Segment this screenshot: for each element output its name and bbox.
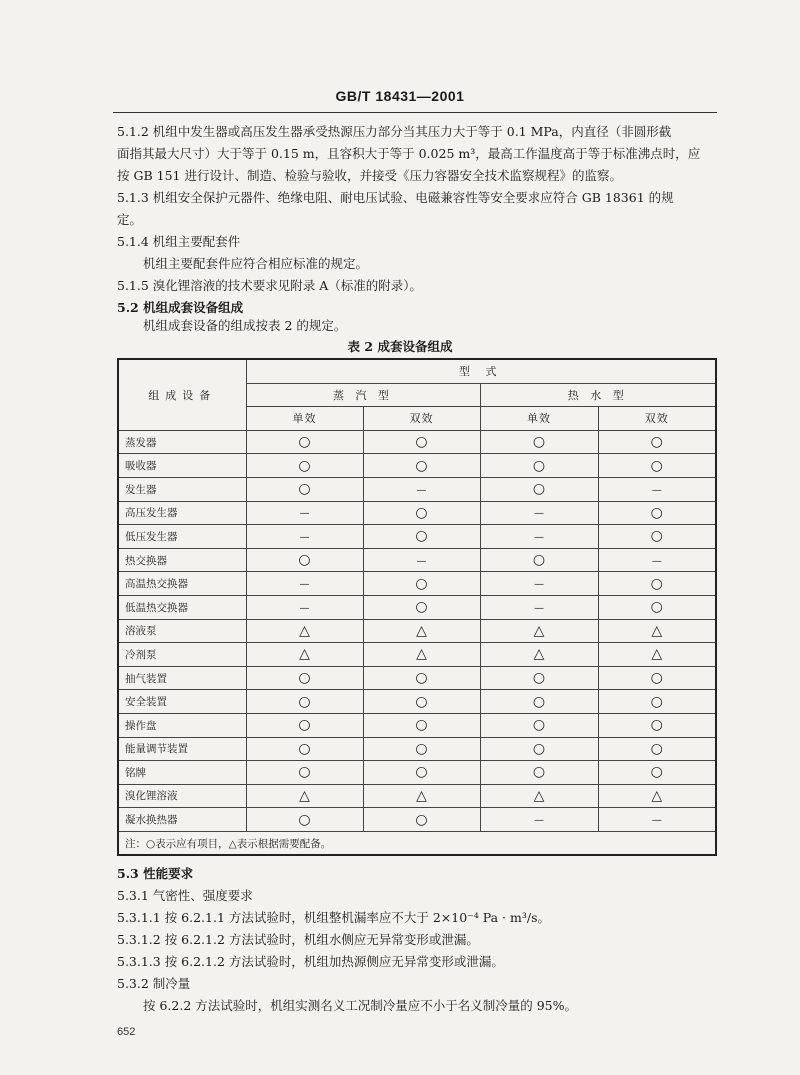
required-mark: ○ [298,693,311,710]
row-mark-cell [598,713,716,737]
required-mark: ○ [650,670,663,687]
required-mark: ○ [650,764,663,781]
row-mark-cell [480,761,598,785]
row-equipment-name: 发生器 [118,477,246,501]
row-mark-cell [246,713,363,737]
page-number: 652 [117,1026,136,1038]
row-mark-cell [480,572,598,596]
row-mark-cell [363,690,480,714]
not-applicable-mark: — [299,531,310,543]
row-mark-cell [363,525,480,549]
not-applicable-mark: — [534,531,544,543]
required-mark: ○ [650,717,663,734]
required-mark: ○ [532,717,546,734]
row-mark-cell [246,572,363,596]
optional-mark: △ [299,787,310,804]
table-row [118,808,716,832]
required-mark: ○ [532,693,546,710]
row-mark-cell [598,548,716,572]
row-mark-cell [480,430,598,454]
row-mark-cell [480,713,598,737]
row-mark-cell [363,548,480,572]
row-mark-cell [363,430,480,454]
optional-mark: △ [651,622,663,639]
required-mark: ○ [532,434,546,451]
not-applicable-mark: — [651,555,662,567]
row-mark-cell [598,595,716,619]
row-mark-cell [480,454,598,478]
not-applicable-mark: — [534,508,544,520]
row-mark-cell [598,737,716,761]
required-mark: ○ [415,599,428,616]
table-row [118,548,716,572]
table-body [118,430,716,831]
row-mark-cell [246,454,363,478]
row-equipment-name: 蒸发器 [118,430,246,454]
row-mark-cell [363,737,480,761]
not-applicable-mark: — [416,555,427,567]
required-mark: ○ [298,457,311,474]
row-equipment-name: 抽气装置 [118,666,246,690]
type-header: 型 式 [246,359,716,383]
row-mark-cell [246,690,363,714]
optional-mark: △ [533,622,545,639]
required-mark: ○ [415,504,428,521]
row-mark-cell [480,501,598,525]
row-mark-cell [246,548,363,572]
required-mark: ○ [650,457,663,474]
row-mark-cell [363,761,480,785]
heading-5-2: 5.2 机组成套设备组成 [117,300,244,315]
row-mark-cell [598,666,716,690]
row-mark-cell [598,619,716,643]
required-mark: ○ [650,434,663,451]
optional-mark: △ [651,646,663,663]
row-equipment-name: 高压发生器 [118,501,246,525]
para-5-3-1-1: 5.3.1.1 按 6.2.1.1 方法试验时，机组整机漏率应不大于 2×10⁻⁴ Pa · m³/s。 [117,910,550,925]
table-row [118,477,716,501]
table-row [118,525,716,549]
optional-mark: △ [651,787,663,804]
row-mark-cell [598,477,716,501]
heading-5-3-1: 5.3.1 气密性、强度要求 [117,888,253,903]
row-mark-cell [480,619,598,643]
row-mark-cell [363,619,480,643]
required-mark: ○ [415,434,428,451]
row-mark-cell [246,477,363,501]
row-mark-cell [480,548,598,572]
row-mark-cell [480,784,598,808]
heading-5-3: 5.3 性能要求 [117,866,194,881]
subheader-water-single: 单效 [480,407,598,431]
row-mark-cell [598,784,716,808]
row-mark-cell [598,525,716,549]
row-mark-cell [246,808,363,832]
row-equipment-name: 铭牌 [118,761,246,785]
required-mark: ○ [298,481,311,498]
table-row [118,666,716,690]
para-5-1-3-line1: 5.1.3 机组安全保护元器件、绝缘电阻、耐电压试验、电磁兼容性等安全要求应符合 GB 18361 的规 [117,190,674,205]
required-mark: ○ [298,811,311,828]
optional-mark: △ [416,622,427,639]
row-mark-cell [598,501,716,525]
table-row [118,761,716,785]
required-mark: ○ [532,670,546,687]
row-mark-cell [363,784,480,808]
para-5-3-1-3: 5.3.1.3 按 6.2.1.2 方法试验时，机组加热源侧应无异常变形或泄漏。 [117,954,504,969]
row-mark-cell [598,761,716,785]
row-mark-cell [480,595,598,619]
not-applicable-mark: — [651,815,662,827]
row-mark-cell [246,525,363,549]
row-mark-cell [246,643,363,667]
row-mark-cell [363,643,480,667]
row-equipment-name: 冷剂泵 [118,643,246,667]
not-applicable-mark: — [416,484,427,496]
header-rule [113,112,717,113]
required-mark: ○ [298,717,311,734]
row-equipment-name: 低温热交换器 [118,595,246,619]
table-corner-label: 组成设备 [118,359,246,430]
row-mark-cell [480,690,598,714]
row-mark-cell [598,430,716,454]
required-mark: ○ [298,434,311,451]
table-row [118,501,716,525]
required-mark: ○ [650,693,663,710]
para-5-3-2: 按 6.2.2 方法试验时，机组实测名义工况制冷量应不小于名义制冷量的 95%。 [143,998,578,1013]
group-hot-water: 热 水 型 [480,383,716,407]
row-mark-cell [363,713,480,737]
required-mark: ○ [415,811,428,828]
optional-mark: △ [299,622,310,639]
required-mark: ○ [298,764,311,781]
required-mark: ○ [415,457,428,474]
row-mark-cell [246,666,363,690]
row-mark-cell [363,666,480,690]
row-mark-cell [246,619,363,643]
not-applicable-mark: — [299,508,310,520]
row-mark-cell [363,595,480,619]
row-equipment-name: 能量调节装置 [118,737,246,761]
table-note: 注：○表示应有项目，△表示根据需要配备。 [118,831,716,855]
row-equipment-name: 安全装置 [118,690,246,714]
required-mark: ○ [415,764,428,781]
table-row [118,713,716,737]
row-mark-cell [363,501,480,525]
row-mark-cell [480,525,598,549]
not-applicable-mark: — [534,602,544,614]
row-equipment-name: 溶液泵 [118,619,246,643]
row-mark-cell [363,808,480,832]
required-mark: ○ [650,528,663,545]
optional-mark: △ [416,646,427,663]
required-mark: ○ [415,693,428,710]
required-mark: ○ [415,670,428,687]
row-mark-cell [246,501,363,525]
required-mark: ○ [415,575,428,592]
row-mark-cell [598,572,716,596]
table-row [118,595,716,619]
table-row [118,454,716,478]
required-mark: ○ [650,740,663,757]
row-mark-cell [246,761,363,785]
not-applicable-mark: — [534,579,544,591]
not-applicable-mark: — [299,602,310,614]
row-equipment-name: 低压发生器 [118,525,246,549]
required-mark: ○ [415,717,428,734]
required-mark: ○ [532,552,546,569]
row-equipment-name: 操作盘 [118,713,246,737]
standard-header: GB/T 18431—2001 [335,88,465,104]
para-5-1-2-line2: 面指其最大尺寸）大于等于 0.15 m，且容积大于等于 0.025 m³，最高工作温度高于等于标准沸点时，应 [117,146,701,161]
row-mark-cell [480,643,598,667]
required-mark: ○ [298,740,311,757]
not-applicable-mark: — [299,579,310,591]
required-mark: ○ [650,575,663,592]
required-mark: ○ [415,528,428,545]
table-caption: 表 2 成套设备组成 [347,339,453,354]
row-mark-cell [246,784,363,808]
not-applicable-mark: — [651,484,662,496]
optional-mark: △ [299,646,310,663]
row-equipment-name: 凝水换热器 [118,808,246,832]
row-mark-cell [598,808,716,832]
not-applicable-mark: — [534,815,544,827]
subheader-water-double: 双效 [598,407,716,431]
table-row [118,430,716,454]
row-equipment-name: 溴化锂溶液 [118,784,246,808]
row-equipment-name: 高温热交换器 [118,572,246,596]
row-mark-cell [363,572,480,596]
table-row [118,643,716,667]
equipment-table [117,358,717,856]
row-equipment-name: 吸收器 [118,454,246,478]
required-mark: ○ [532,481,546,498]
required-mark: ○ [532,457,546,474]
table-row [118,619,716,643]
row-mark-cell [480,737,598,761]
row-mark-cell [246,430,363,454]
subheader-steam-single: 单效 [246,407,363,431]
row-mark-cell [480,666,598,690]
required-mark: ○ [298,552,311,569]
row-mark-cell [480,808,598,832]
para-5-1-4: 机组主要配套件应符合相应标准的规定。 [143,256,369,271]
para-5-3-1-2: 5.3.1.2 按 6.2.1.2 方法试验时，机组水侧应无异常变形或泄漏。 [117,932,479,947]
row-mark-cell [246,595,363,619]
row-equipment-name: 热交换器 [118,548,246,572]
required-mark: ○ [298,670,311,687]
para-5-1-3-line2: 定。 [117,212,143,227]
row-mark-cell [598,454,716,478]
row-mark-cell [363,454,480,478]
optional-mark: △ [416,787,427,804]
row-mark-cell [598,643,716,667]
row-mark-cell [480,477,598,501]
table-row [118,690,716,714]
row-mark-cell [246,737,363,761]
required-mark: ○ [532,764,546,781]
group-steam: 蒸 汽 型 [246,383,480,407]
required-mark: ○ [532,740,546,757]
heading-5-1-4: 5.1.4 机组主要配套件 [117,234,241,249]
para-5-1-2-line1: 5.1.2 机组中发生器或高压发生器承受热源压力部分当其压力大于等于 0.1 MPa，内直径（非圆形截 [117,124,672,139]
para-5-2: 机组成套设备的组成按表 2 的规定。 [143,318,347,333]
required-mark: ○ [415,740,428,757]
optional-mark: △ [533,646,545,663]
para-5-1-2-line3: 按 GB 151 进行设计、制造、检验与验收，并接受《压力容器安全技术监察规程》的监察。 [117,168,622,183]
table-row [118,737,716,761]
row-mark-cell [363,477,480,501]
optional-mark: △ [533,787,545,804]
table-row [118,572,716,596]
heading-5-3-2: 5.3.2 制冷量 [117,976,191,991]
row-mark-cell [598,690,716,714]
table-row [118,784,716,808]
required-mark: ○ [650,599,663,616]
required-mark: ○ [650,504,663,521]
subheader-steam-double: 双效 [363,407,480,431]
para-5-1-5: 5.1.5 溴化锂溶液的技术要求见附录 A（标准的附录）。 [117,278,423,293]
